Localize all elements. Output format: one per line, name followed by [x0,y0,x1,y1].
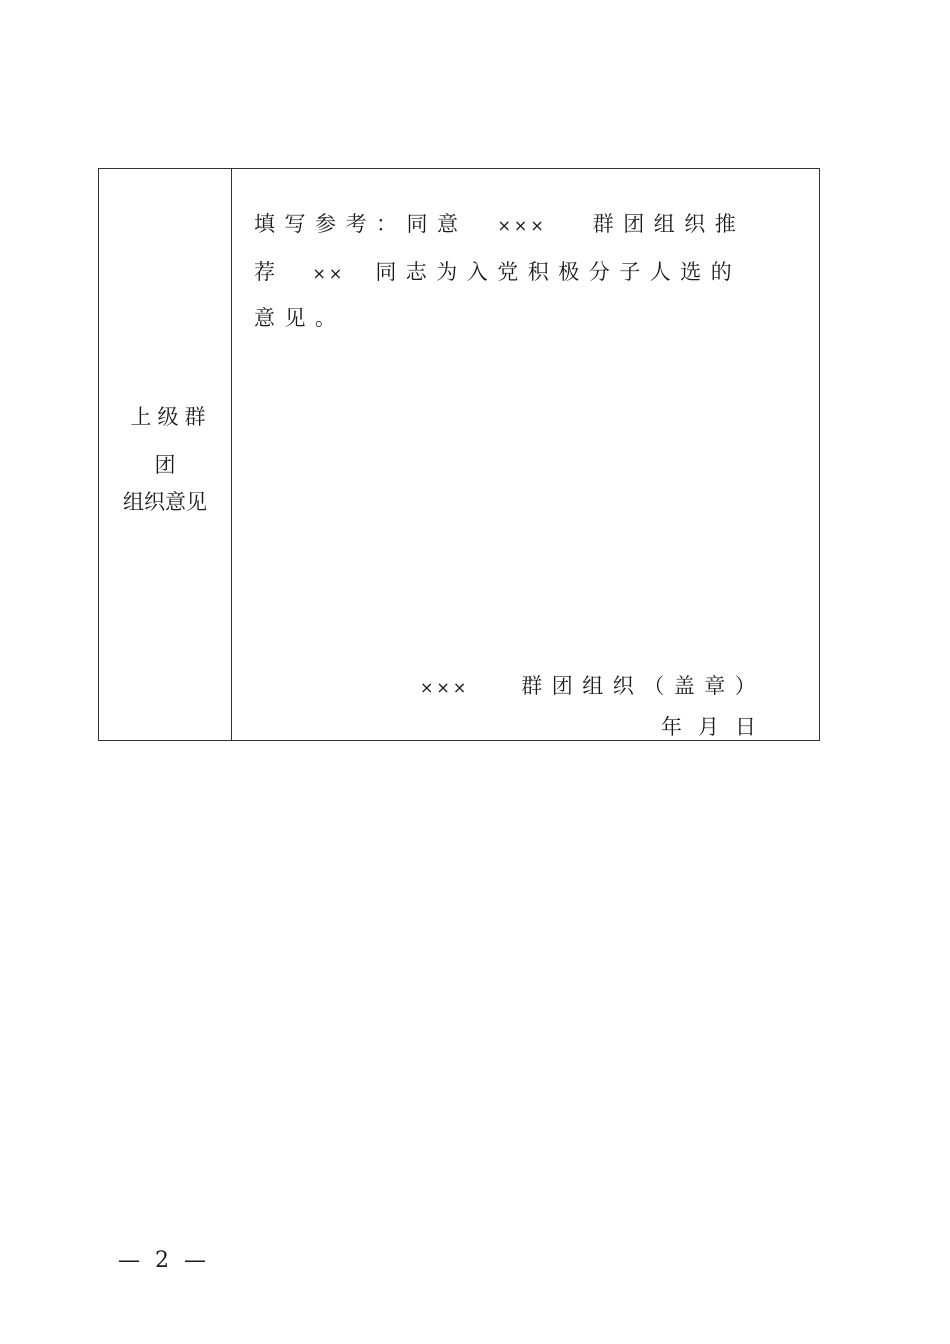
date-line: 年月日 [661,715,772,739]
signature-line [420,673,765,701]
reference-line-1 [254,211,745,239]
reference-suffix: 群团组织推 [592,212,746,236]
reference-suffix: 同志为入党积极分子人选的 [375,260,742,284]
reference-line-3: 意见。 [254,306,346,330]
label-cell [99,169,232,740]
label-line-3: 组织意见 [123,490,207,514]
org-placeholder-mark: ××× [497,216,547,235]
name-placeholder-mark: ×× [312,264,346,283]
reference-prefix: 填写参考：同意 [254,212,468,236]
opinion-form-table [98,168,820,741]
label-line-1: 上级群 [130,405,212,429]
reference-line-2 [254,259,741,287]
org-placeholder-mark: ××× [420,678,470,697]
reference-prefix: 荐 [254,260,285,284]
label-line-2: 团 [154,453,176,477]
page-number: — 2 — [118,1248,210,1273]
opinion-cell [232,169,819,740]
signature-text: 群团组织（盖章） [521,674,766,698]
